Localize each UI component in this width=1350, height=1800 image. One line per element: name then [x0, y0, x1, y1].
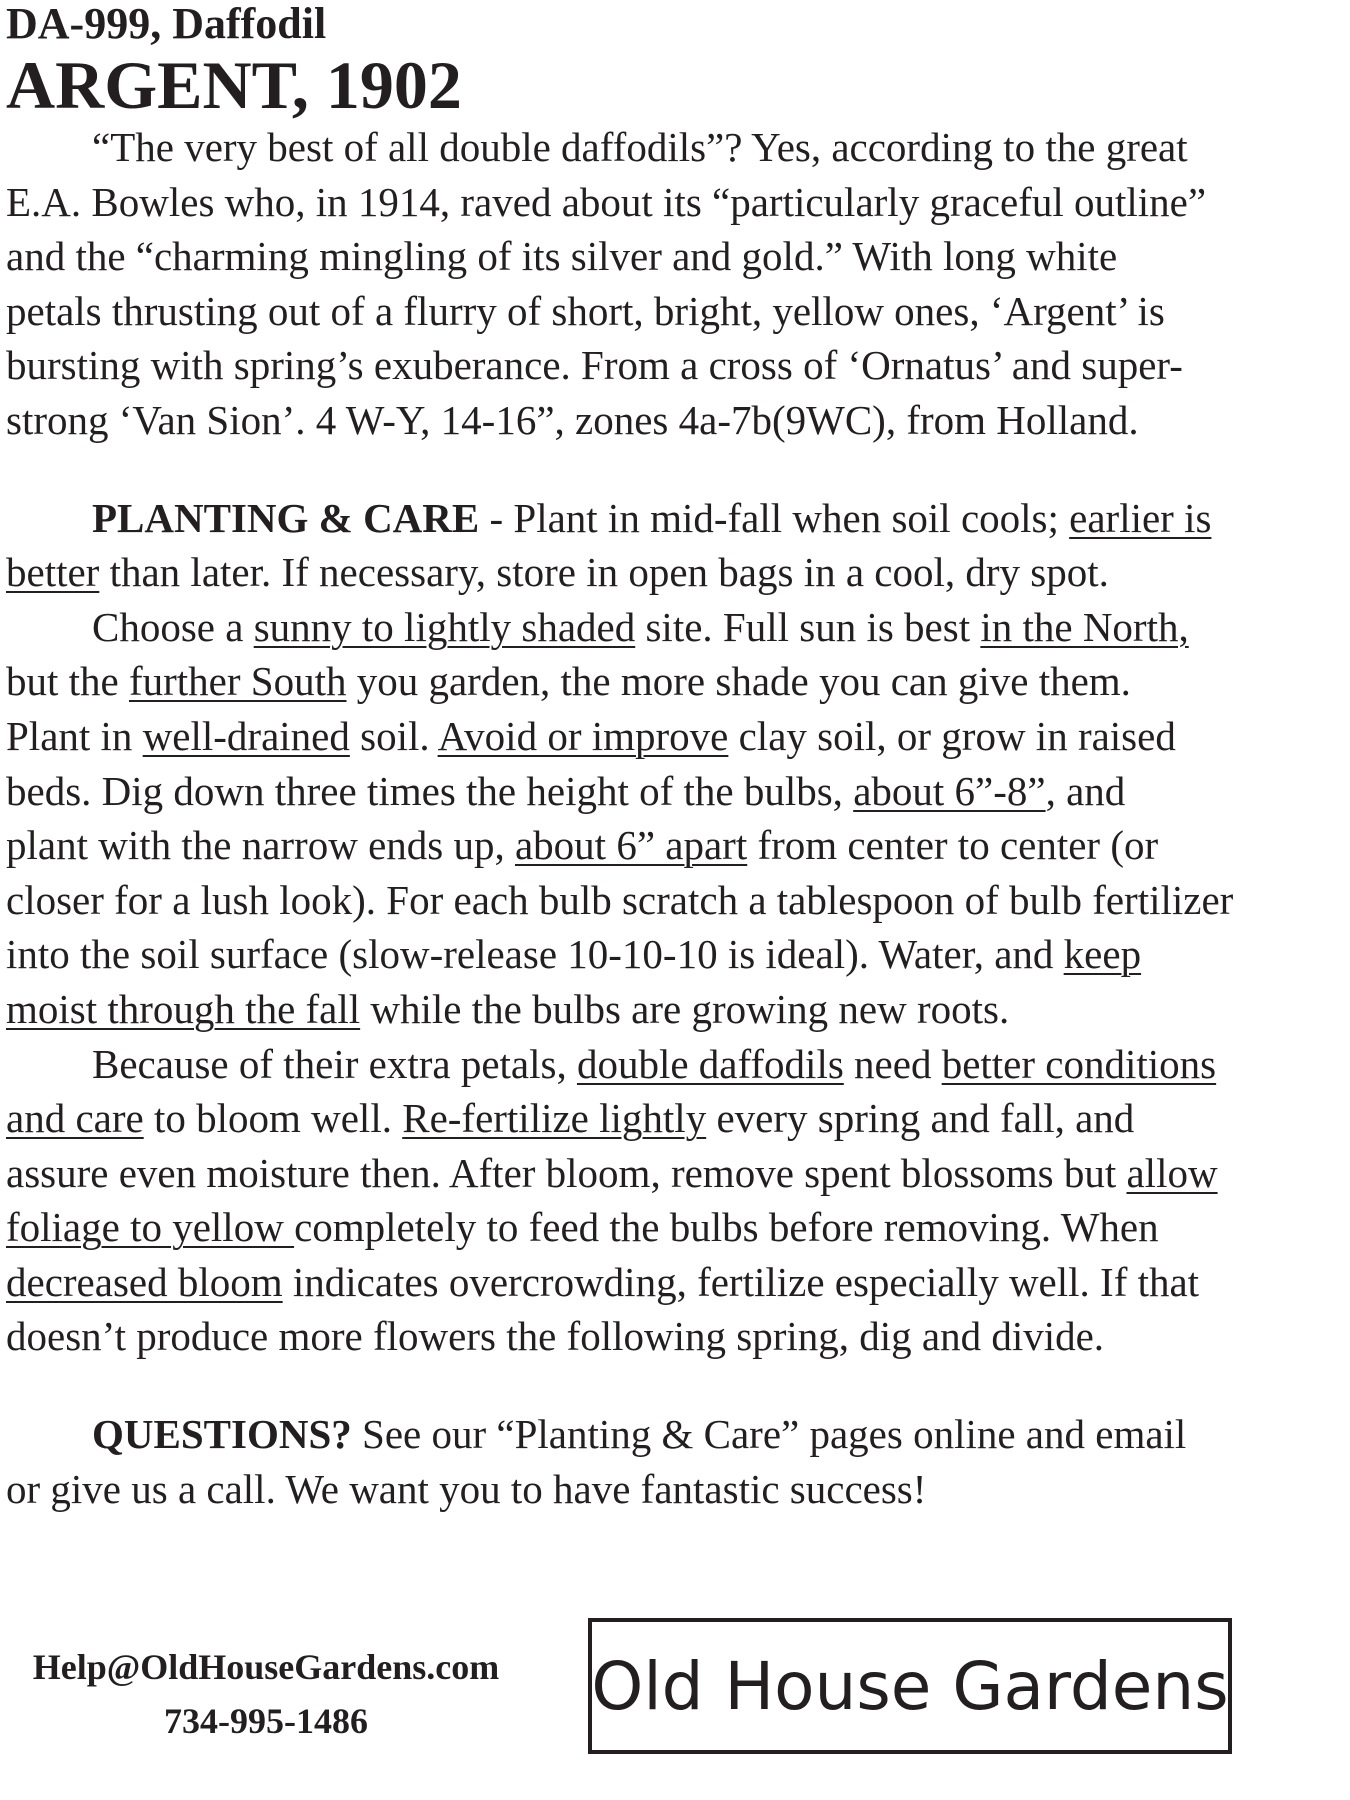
- description-block: [6, 120, 1336, 1516]
- underlined-text: about 6”-8”: [853, 767, 1046, 814]
- text-run: you garden, the more shade you can give them.: [346, 658, 1131, 705]
- logo-text: Old House Gardens: [591, 1647, 1229, 1725]
- planting-line: [6, 1200, 1336, 1255]
- underlined-text: keep: [1063, 931, 1142, 978]
- planting-line: [6, 1146, 1336, 1201]
- contact-phone[interactable]: 734-995-1486: [164, 1701, 368, 1741]
- underlined-text: well-drained: [142, 712, 350, 759]
- text-run: , and: [1045, 767, 1126, 814]
- planting-line: [6, 1255, 1336, 1310]
- questions-line: [6, 1407, 1336, 1462]
- text-run: beds. Dig down three times the height of the bulbs,: [6, 767, 854, 814]
- underlined-text: allow: [1126, 1149, 1218, 1196]
- text-run: assure even moisture then. After bloom, remove spent blossoms but: [6, 1149, 1127, 1196]
- questions-section: [6, 1407, 1336, 1516]
- text-run: than later. If necessary, store in open bags in a cool, dry spot.: [99, 549, 1109, 596]
- planting-line: [6, 545, 1336, 600]
- underlined-text: about 6” apart: [514, 822, 748, 869]
- product-code: DA-999, Daffodil: [6, 0, 327, 48]
- planting-care-section: [6, 491, 1336, 1365]
- text-run: clay soil, or grow in raised: [728, 712, 1176, 759]
- text-run: into the soil surface (slow-release 10-10-10 is ideal). Water, and: [6, 931, 1064, 978]
- underlined-text: further South: [128, 658, 347, 705]
- text-run: from center to center (or: [747, 822, 1159, 869]
- text-run: completely to feed the bulbs before removing. When: [294, 1204, 1159, 1251]
- text-run: indicates overcrowding, fertilize especially well. If that: [282, 1258, 1200, 1305]
- questions-heading: QUESTIONS?: [92, 1411, 352, 1458]
- planting-line: doesn’t produce more flowers the following spring, dig and divide.: [6, 1313, 1105, 1360]
- planting-line: [6, 818, 1336, 873]
- planting-line: [6, 491, 1336, 546]
- text-run: but the: [6, 658, 129, 705]
- planting-line: [6, 600, 1336, 655]
- description-line: petals thrusting out of a flurry of short, bright, yellow ones, ‘Argent’ is: [6, 287, 1165, 334]
- text-run: plant with the narrow ends up,: [6, 822, 515, 869]
- description-line: strong ‘Van Sion’. 4 W-Y, 14-16”, zones 4a-7b(9WC), from Holland.: [6, 396, 1139, 443]
- brand-logo: [588, 1618, 1232, 1754]
- planting-line: [6, 1037, 1336, 1092]
- underlined-text: Avoid or improve: [437, 712, 729, 759]
- underlined-text: Re-fertilize lightly: [402, 1095, 707, 1142]
- product-page: [6, 0, 1336, 1741]
- text-run: Plant in: [6, 712, 143, 759]
- text-run: need: [843, 1040, 942, 1087]
- description-paragraph: [6, 120, 1336, 448]
- text-run: Because of their extra petals,: [92, 1040, 577, 1087]
- underlined-text: better: [6, 549, 100, 596]
- text-run: See our “Planting & Care” pages online and email: [351, 1411, 1187, 1458]
- text-run: - Plant in mid-fall when soil cools;: [479, 494, 1070, 541]
- planting-line: [6, 764, 1336, 819]
- description-line: and the “charming mingling of its silver and gold.” With long white: [6, 233, 1118, 280]
- description-line: E.A. Bowles who, in 1914, raved about its “particularly graceful outline”: [6, 178, 1207, 225]
- underlined-text: sunny to lightly shaded: [253, 603, 636, 650]
- underlined-text: earlier is: [1069, 494, 1212, 541]
- planting-line: [6, 1091, 1336, 1146]
- planting-line: [6, 709, 1336, 764]
- description-line: “The very best of all double daffodils”? Yes, according to the great: [92, 124, 1188, 170]
- description-line: bursting with spring’s exuberance. From a cross of ‘Ornatus’ and super-: [6, 342, 1183, 389]
- text-run: every spring and fall, and: [706, 1095, 1135, 1142]
- text-run: to bloom well.: [143, 1095, 403, 1142]
- underlined-text: decreased bloom: [6, 1258, 283, 1305]
- planting-line: closer for a lush look). For each bulb scratch a tablespoon of bulb fertilizer: [6, 876, 1234, 923]
- planting-line: [6, 982, 1336, 1037]
- underlined-text: moist through the fall: [6, 985, 361, 1032]
- underlined-text: in the North,: [980, 603, 1189, 650]
- planting-line: [6, 654, 1336, 709]
- text-run: site. Full sun is best: [635, 603, 981, 650]
- text-run: Choose a: [92, 603, 254, 650]
- text-run: soil.: [349, 712, 438, 759]
- contact-email[interactable]: Help@OldHouseGardens.com: [32, 1647, 500, 1687]
- planting-line: [6, 927, 1336, 982]
- underlined-text: foliage to yellow: [6, 1204, 295, 1251]
- underlined-text: better conditions: [941, 1040, 1217, 1087]
- questions-line: or give us a call. We want you to have fantastic success!: [6, 1465, 927, 1512]
- product-title: ARGENT, 1902: [6, 47, 462, 123]
- underlined-text: and care: [6, 1095, 144, 1142]
- text-run: while the bulbs are growing new roots.: [360, 985, 1010, 1032]
- contact-block: [6, 1640, 526, 1748]
- underlined-text: double daffodils: [576, 1040, 844, 1087]
- planting-heading: PLANTING & CARE: [92, 494, 480, 541]
